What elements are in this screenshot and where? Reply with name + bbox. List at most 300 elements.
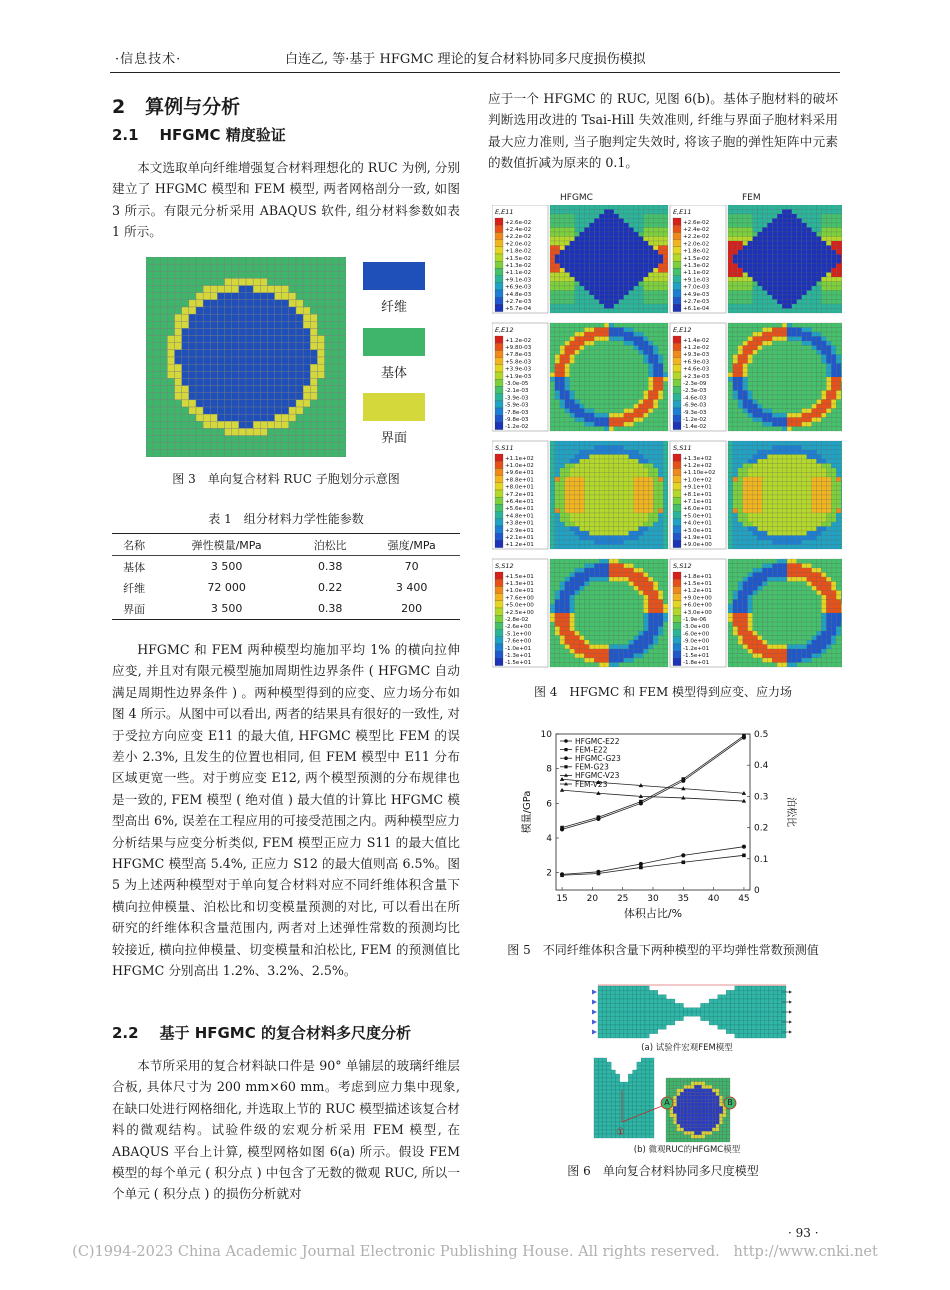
- ruc-cell: [246, 350, 253, 357]
- contour-cell: [599, 241, 604, 246]
- contour-cell: [743, 531, 748, 536]
- table-cell: 纤维: [123, 581, 146, 595]
- ruc-cell: [267, 328, 274, 335]
- ruc-cell: [303, 350, 310, 357]
- contour-cell: [728, 210, 733, 215]
- contour-cell: [619, 214, 624, 219]
- legend-value: +9.6e+01: [505, 470, 534, 477]
- contour-cell: [619, 368, 624, 373]
- contour-cell: [663, 223, 668, 228]
- contour-cell: [653, 522, 658, 527]
- contour-cell: [634, 504, 639, 509]
- contour-cell: [609, 649, 614, 654]
- contour-cell: [639, 504, 644, 509]
- legend-value: +2.3e-03: [683, 373, 710, 380]
- ruc-cell: [317, 386, 324, 393]
- contour-cell: [733, 300, 738, 305]
- ruc-cell: [303, 450, 310, 457]
- contour-cell: [807, 259, 812, 264]
- contour-cell: [817, 391, 822, 396]
- contour-cell: [643, 482, 648, 487]
- contour-cell: [738, 422, 743, 427]
- contour-cell: [609, 250, 614, 255]
- contour-cell: [604, 564, 609, 569]
- ruc-cell: [275, 450, 282, 457]
- contour-cell: [565, 241, 570, 246]
- contour-cell: [753, 545, 758, 550]
- contour-cell: [802, 404, 807, 409]
- contour-cell: [743, 259, 748, 264]
- ruc-cell: [225, 307, 232, 314]
- legend-swatch: [495, 422, 503, 429]
- contour-cell: [639, 586, 644, 591]
- contour-cell: [758, 259, 763, 264]
- contour-cell: [826, 391, 831, 396]
- contour-cell: [772, 373, 777, 378]
- contour-cell: [560, 246, 565, 251]
- ruc-cell: [267, 378, 274, 385]
- contour-cell: [639, 350, 644, 355]
- contour-cell: [619, 631, 624, 636]
- contour-cell: [634, 509, 639, 514]
- contour-cell: [762, 255, 767, 260]
- ruc-cell: [153, 307, 160, 314]
- contour-cell: [629, 404, 634, 409]
- contour-cell: [743, 491, 748, 496]
- contour-cell: [575, 600, 580, 605]
- contour-cell: [836, 300, 841, 305]
- contour-cell: [787, 364, 792, 369]
- contour-cell: [575, 500, 580, 505]
- table-header-poisson: 泊松比: [313, 538, 347, 552]
- contour-cell: [743, 219, 748, 224]
- contour-cell: [762, 223, 767, 228]
- ruc-cell: [232, 293, 239, 300]
- ruc-cell: [253, 371, 260, 378]
- contour-cell: [648, 277, 653, 282]
- contour-cell: [609, 495, 614, 500]
- contour-cell: [782, 377, 787, 382]
- ruc-cell: [146, 364, 153, 371]
- contour-cell: [609, 622, 614, 627]
- contour-cell: [639, 332, 644, 337]
- contour-cell: [792, 364, 797, 369]
- contour-cell: [589, 268, 594, 273]
- contour-cell: [777, 455, 782, 460]
- ruc-cell: [189, 321, 196, 328]
- contour-cell: [826, 328, 831, 333]
- contour-cell: [584, 382, 589, 387]
- contour-cell: [570, 631, 575, 636]
- contour-cell: [826, 491, 831, 496]
- contour-cell: [772, 237, 777, 242]
- contour-cell: [797, 545, 802, 550]
- ruc-cell: [325, 386, 332, 393]
- ruc-cell: [332, 293, 339, 300]
- matrix-legend-swatch: [363, 328, 425, 356]
- contour-cell: [594, 540, 599, 545]
- contour-cell: [609, 404, 614, 409]
- contour-cell: [609, 531, 614, 536]
- contour-cell: [767, 527, 772, 532]
- contour-cell: [624, 427, 629, 432]
- contour-cell: [589, 500, 594, 505]
- contour-cell: [639, 495, 644, 500]
- contour-cell: [817, 459, 822, 464]
- contour-cell: [658, 355, 663, 360]
- ruc-cell: [289, 414, 296, 421]
- legend-value: +7.2e+01: [505, 491, 534, 498]
- contour-cell: [575, 341, 580, 346]
- contour-cell: [550, 241, 555, 246]
- legend-value: +2.4e-02: [683, 227, 710, 233]
- contour-cell: [738, 477, 743, 482]
- ruc-cell: [153, 293, 160, 300]
- contour-cell: [580, 559, 585, 564]
- contour-cell: [728, 482, 733, 487]
- ruc-cell: [253, 386, 260, 393]
- ruc-cell: [182, 414, 189, 421]
- contour-cell: [604, 545, 609, 550]
- contour-cell: [738, 386, 743, 391]
- contour-cell: [817, 418, 822, 423]
- contour-cell: [753, 228, 758, 233]
- contour-cell: [787, 531, 792, 536]
- contour-cell: [733, 228, 738, 233]
- ruc-cell: [267, 450, 274, 457]
- ruc-cell: [217, 343, 224, 350]
- contour-cell: [743, 468, 748, 473]
- contour-cell: [555, 441, 560, 446]
- contour-cell: [619, 304, 624, 309]
- legend-value: +1.3e-02: [683, 263, 710, 269]
- contour-cell: [658, 522, 663, 527]
- contour-cell: [812, 282, 817, 287]
- ruc-cell: [160, 428, 167, 435]
- ruc-cell: [317, 443, 324, 450]
- contour-cell: [787, 409, 792, 414]
- ruc-cell: [182, 386, 189, 393]
- ruc-cell: [310, 307, 317, 314]
- contour-cell: [624, 255, 629, 260]
- contour-cell: [658, 427, 663, 432]
- ruc-cell: [167, 371, 174, 378]
- contour-cell: [663, 386, 668, 391]
- contour-cell: [802, 232, 807, 237]
- contour-cell: [836, 373, 841, 378]
- contour-cell: [792, 228, 797, 233]
- contour-cell: [589, 658, 594, 663]
- contour-cell: [753, 359, 758, 364]
- contour-cell: [728, 386, 733, 391]
- contour-cell: [614, 350, 619, 355]
- contour-cell: [738, 232, 743, 237]
- contour-cell: [826, 409, 831, 414]
- contour-cell: [589, 577, 594, 582]
- contour-cell: [817, 277, 822, 282]
- contour-cell: [826, 486, 831, 491]
- contour-cell: [758, 504, 763, 509]
- ruc-cell: [260, 414, 267, 421]
- contour-cell: [738, 277, 743, 282]
- contour-cell: [550, 559, 555, 564]
- contour-cell: [584, 273, 589, 278]
- contour-cell: [565, 264, 570, 269]
- contour-cell: [758, 518, 763, 523]
- contour-cell: [584, 323, 589, 328]
- contour-cell: [653, 536, 658, 541]
- contour-cell: [594, 586, 599, 591]
- contour-cell: [836, 518, 841, 523]
- contour-cell: [643, 355, 648, 360]
- ruc-cell: [317, 293, 324, 300]
- contour-cell: [560, 509, 565, 514]
- ruc-cell: [225, 257, 232, 264]
- contour-cell: [762, 491, 767, 496]
- contour-cell: [831, 495, 836, 500]
- contour-cell: [560, 473, 565, 478]
- contour-cell: [826, 482, 831, 487]
- contour-cell: [634, 323, 639, 328]
- contour-cell: [575, 323, 580, 328]
- contour-cell: [797, 219, 802, 224]
- contour-cell: [599, 450, 604, 455]
- ruc-cell: [210, 293, 217, 300]
- contour-cell: [604, 368, 609, 373]
- contour-cell: [639, 491, 644, 496]
- contour-cell: [609, 473, 614, 478]
- contour-cell: [634, 214, 639, 219]
- legend-swatch: [495, 240, 503, 247]
- contour-cell: [728, 500, 733, 505]
- contour-cell: [836, 459, 841, 464]
- contour-cell: [594, 645, 599, 650]
- ruc-cell: [189, 300, 196, 307]
- ruc-cell: [217, 271, 224, 278]
- contour-cell: [797, 359, 802, 364]
- contour-cell: [555, 495, 560, 500]
- contour-cell: [589, 627, 594, 632]
- ruc-cell: [160, 414, 167, 421]
- contour-cell: [624, 636, 629, 641]
- contour-cell: [555, 504, 560, 509]
- ruc-cell: [146, 400, 153, 407]
- contour-cell: [619, 618, 624, 623]
- contour-cell: [629, 355, 634, 360]
- ruc-cell: [210, 286, 217, 293]
- contour-cell: [575, 559, 580, 564]
- contour-cell: [570, 404, 575, 409]
- contour-cell: [826, 450, 831, 455]
- contour-cell: [614, 223, 619, 228]
- contour-cell: [560, 513, 565, 518]
- contour-cell: [619, 418, 624, 423]
- ruc-cell: [296, 436, 303, 443]
- contour-cell: [807, 377, 812, 382]
- contour-cell: [743, 513, 748, 518]
- contour-cell: [841, 495, 842, 500]
- contour-cell: [753, 486, 758, 491]
- contour-cell: [753, 391, 758, 396]
- ruc-cell: [239, 414, 246, 421]
- contour-cell: [817, 509, 822, 514]
- contour-cell: [758, 545, 763, 550]
- contour-cell: [792, 304, 797, 309]
- contour-cell: [580, 500, 585, 505]
- contour-cell: [550, 522, 555, 527]
- ruc-cell: [160, 257, 167, 264]
- contour-cell: [762, 404, 767, 409]
- contour-cell: [580, 273, 585, 278]
- contour-cell: [604, 250, 609, 255]
- contour-cell: [728, 477, 733, 482]
- contour-cell: [550, 377, 555, 382]
- contour-cell: [743, 341, 748, 346]
- contour-cell: [758, 427, 763, 432]
- contour-cell: [748, 513, 753, 518]
- contour-cell: [604, 228, 609, 233]
- contour-cell: [753, 459, 758, 464]
- contour-cell: [792, 368, 797, 373]
- contour-cell: [658, 332, 663, 337]
- contour-cell: [653, 337, 658, 342]
- contour-cell: [728, 255, 733, 260]
- contour-cell: [624, 259, 629, 264]
- contour-cell: [643, 468, 648, 473]
- contour-cell: [624, 522, 629, 527]
- contour-cell: [594, 427, 599, 432]
- contour-cell: [570, 591, 575, 596]
- contour-cell: [570, 418, 575, 423]
- contour-cell: [580, 627, 585, 632]
- contour-cell: [624, 513, 629, 518]
- contour-cell: [599, 446, 604, 451]
- contour-cell: [797, 450, 802, 455]
- ruc-cell: [267, 271, 274, 278]
- contour-cell: [826, 395, 831, 400]
- contour-cell: [782, 409, 787, 414]
- contour-cell: [762, 232, 767, 237]
- contour-cell: [817, 504, 822, 509]
- table-cell: 0.38: [317, 560, 343, 573]
- legend-swatch: [495, 637, 503, 644]
- contour-cell: [619, 391, 624, 396]
- contour-cell: [624, 595, 629, 600]
- contour-cell: [787, 482, 792, 487]
- contour-cell: [560, 400, 565, 405]
- contour-cell: [634, 368, 639, 373]
- contour-cell: [604, 427, 609, 432]
- ruc-cell: [253, 271, 260, 278]
- contour-cell: [565, 600, 570, 605]
- contour-cell: [762, 300, 767, 305]
- contour-cell: [817, 232, 822, 237]
- ruc-cell: [246, 300, 253, 307]
- contour-cell: [777, 427, 782, 432]
- contour-cell: [575, 391, 580, 396]
- ruc-cell: [196, 428, 203, 435]
- contour-cell: [619, 473, 624, 478]
- contour-cell: [812, 205, 817, 210]
- legend-value: -2.6e+00: [505, 624, 532, 631]
- contour-cell: [733, 341, 738, 346]
- legend-swatch: [673, 358, 681, 365]
- contour-cell: [767, 328, 772, 333]
- contour-cell: [580, 391, 585, 396]
- contour-cell: [748, 210, 753, 215]
- contour-cell: [594, 618, 599, 623]
- contour-cell: [777, 545, 782, 550]
- contour-cell: [792, 359, 797, 364]
- contour-cell: [550, 427, 555, 432]
- contour-cell: [841, 282, 842, 287]
- ruc-cell: [246, 443, 253, 450]
- contour-cell: [807, 373, 812, 378]
- contour-cell: [560, 663, 565, 668]
- contour-cell: [589, 586, 594, 591]
- contour-cell: [560, 595, 565, 600]
- contour-cell: [831, 355, 836, 360]
- contour-cell: [570, 413, 575, 418]
- contour-cell: [555, 373, 560, 378]
- contour-cell: [767, 540, 772, 545]
- contour-cell: [772, 264, 777, 269]
- contour-cell: [748, 455, 753, 460]
- contour-cell: [663, 504, 668, 509]
- legend-value: +2.7e-03: [683, 299, 710, 305]
- contour-cell: [802, 459, 807, 464]
- contour-cell: [772, 332, 777, 337]
- ruc-cell: [339, 257, 346, 264]
- contour-cell: [812, 522, 817, 527]
- contour-cell: [643, 654, 648, 659]
- contour-cell: [589, 282, 594, 287]
- contour-cell: [653, 268, 658, 273]
- contour-cell: [653, 205, 658, 210]
- ruc-cell: [303, 393, 310, 400]
- contour-cell: [658, 268, 663, 273]
- contour-cell: [594, 568, 599, 573]
- contour-cell: [821, 246, 826, 251]
- legend-swatch: [495, 483, 503, 490]
- contour-cell: [831, 364, 836, 369]
- contour-cell: [580, 568, 585, 573]
- contour-cell: [604, 373, 609, 378]
- contour-cell: [584, 627, 589, 632]
- contour-cell: [787, 241, 792, 246]
- ruc-cell: [282, 293, 289, 300]
- contour-cell: [841, 241, 842, 246]
- legend-swatch: [495, 415, 503, 422]
- contour-cell: [797, 300, 802, 305]
- ruc-cell: [217, 307, 224, 314]
- contour-cell: [584, 309, 589, 314]
- contour-cell: [663, 268, 668, 273]
- contour-cell: [836, 391, 841, 396]
- contour-panel: [492, 323, 842, 431]
- ruc-cell: [167, 257, 174, 264]
- contour-cell: [817, 395, 822, 400]
- ruc-cell: [325, 264, 332, 271]
- contour-cell: [767, 386, 772, 391]
- contour-cell: [797, 495, 802, 500]
- contour-cell: [787, 214, 792, 219]
- contour-cell: [821, 341, 826, 346]
- contour-cell: [609, 658, 614, 663]
- contour-cell: [570, 482, 575, 487]
- contour-cell: [772, 364, 777, 369]
- ruc-cell: [282, 314, 289, 321]
